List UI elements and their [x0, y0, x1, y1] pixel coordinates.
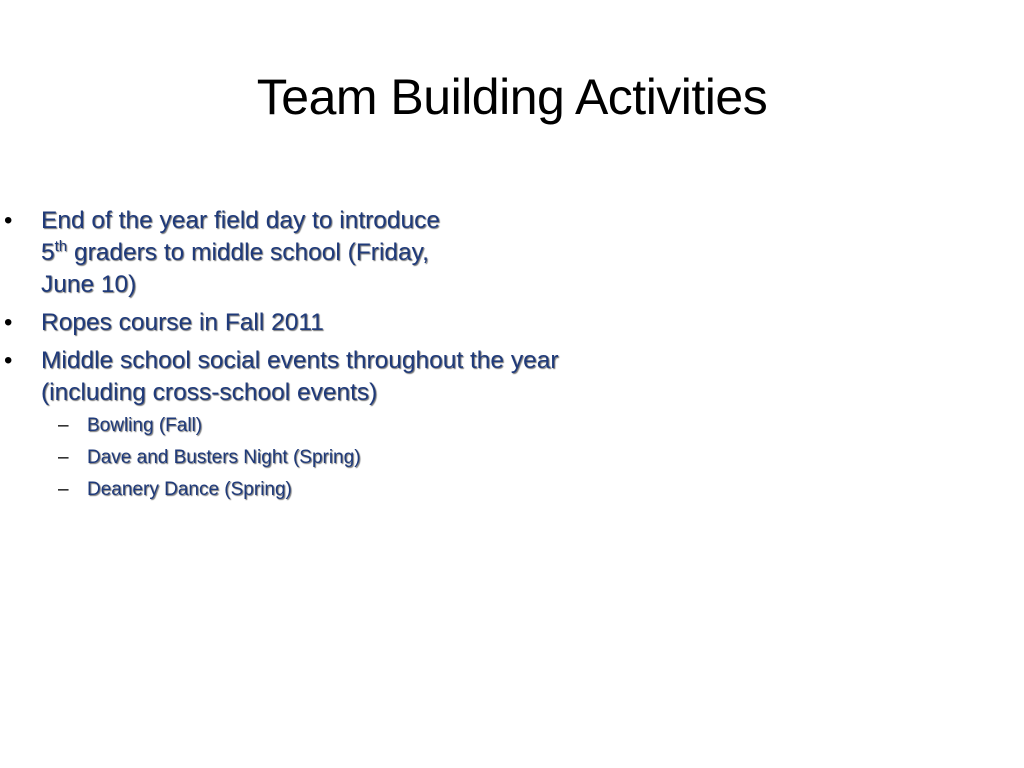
sub-item-dave-and-busters: [0, 445, 600, 471]
bullet-text: Middle school social events throughout the year (including cross-school events): [41, 347, 559, 406]
sub-item-text: Dave and Busters Night (Spring): [87, 447, 361, 468]
bullet-text-line: June 10): [41, 271, 137, 298]
dash-icon: –: [58, 479, 69, 500]
bullet-text-fragment: 5: [41, 239, 55, 266]
sub-item-deanery-dance: [0, 477, 600, 503]
bullet-text-line: End of the year field day to introduce: [41, 207, 441, 234]
ordinal-suffix: th: [54, 238, 68, 255]
bullet-text: Ropes course in Fall 2011: [41, 309, 324, 336]
sub-item-text: Bowling (Fall): [87, 415, 203, 436]
slide-title: Team Building Activities: [256, 69, 768, 125]
bullet-list: [0, 205, 600, 509]
bullet-item-ropes-course: [0, 307, 571, 339]
bullet-item-social-events: [0, 345, 571, 409]
bullet-text-fragment: graders to middle school (Friday,: [67, 239, 429, 266]
sub-item-bowling: [0, 413, 600, 439]
dash-icon: –: [58, 415, 69, 436]
bullet-icon: •: [4, 309, 13, 336]
bullet-item-field-day: [0, 205, 571, 301]
dash-icon: –: [58, 447, 69, 468]
bullet-icon: •: [4, 207, 13, 234]
bullet-icon: •: [4, 347, 13, 374]
sub-item-text: Deanery Dance (Spring): [87, 479, 292, 500]
